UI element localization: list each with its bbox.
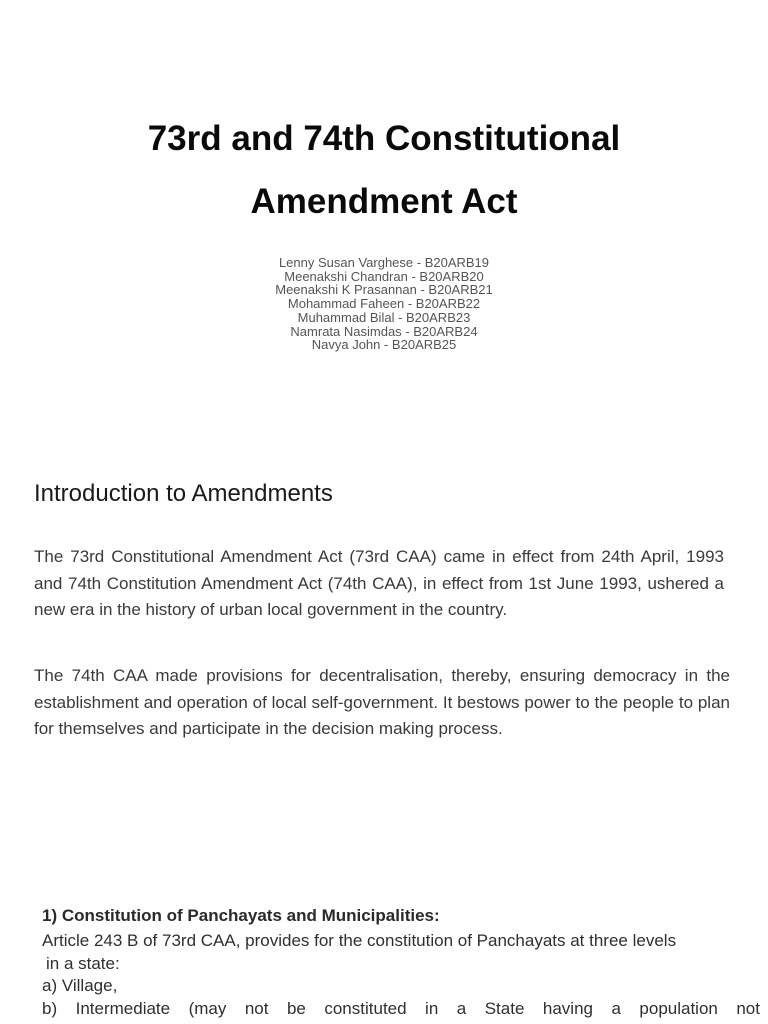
author-list (0, 256, 768, 352)
list-item-village: a) Village, (42, 976, 118, 996)
author-item: Muhammad Bilal - B20ARB23 (297, 309, 471, 325)
section-1-line-2: in a state: (46, 953, 120, 973)
document-title-line-2: Amendment Act (250, 182, 518, 221)
author-item: Namrata Nasimdas - B20ARB24 (290, 323, 478, 339)
section-1-line-1: Article 243 B of 73rd CAA, provides for the constitution of Panchayats at three levels (42, 931, 677, 950)
author-item: Mohammad Faheen - B20ARB22 (287, 296, 481, 312)
section-1-heading: 1) Constitution of Panchayats and Municipalities: (42, 906, 440, 925)
document-title-line-1: 73rd and 74th Constitutional (147, 119, 621, 158)
author-item: Navya John - B20ARB25 (311, 337, 457, 353)
introduction-paragraph-2: The 74th CAA made provisions for decentralisation, thereby, ensuring democracy in the establishment and operation of local self-government. It bestows power to the people to plan for themselves and participate in the decision making process. (34, 666, 730, 738)
list-item-intermediate: b) Intermediate (may not be constituted in a State having a population not (42, 999, 760, 1019)
author-item: Meenakshi Chandran - B20ARB20 (284, 268, 484, 284)
author-item: Meenakshi K Prasannan - B20ARB21 (275, 282, 493, 298)
section-1-body (42, 930, 760, 1021)
author-item: Lenny Susan Varghese - B20ARB19 (278, 255, 490, 270)
introduction-heading: Introduction to Amendments (34, 480, 333, 507)
introduction-paragraph-1: The 73rd Constitutional Amendment Act (73rd CAA) came in effect from 24th April, 1993 and 74th Constitution Amendment Act (74th CAA), in effect from 1st June 1993, ushered a new era in the history of urban local government in the country. (34, 547, 724, 619)
